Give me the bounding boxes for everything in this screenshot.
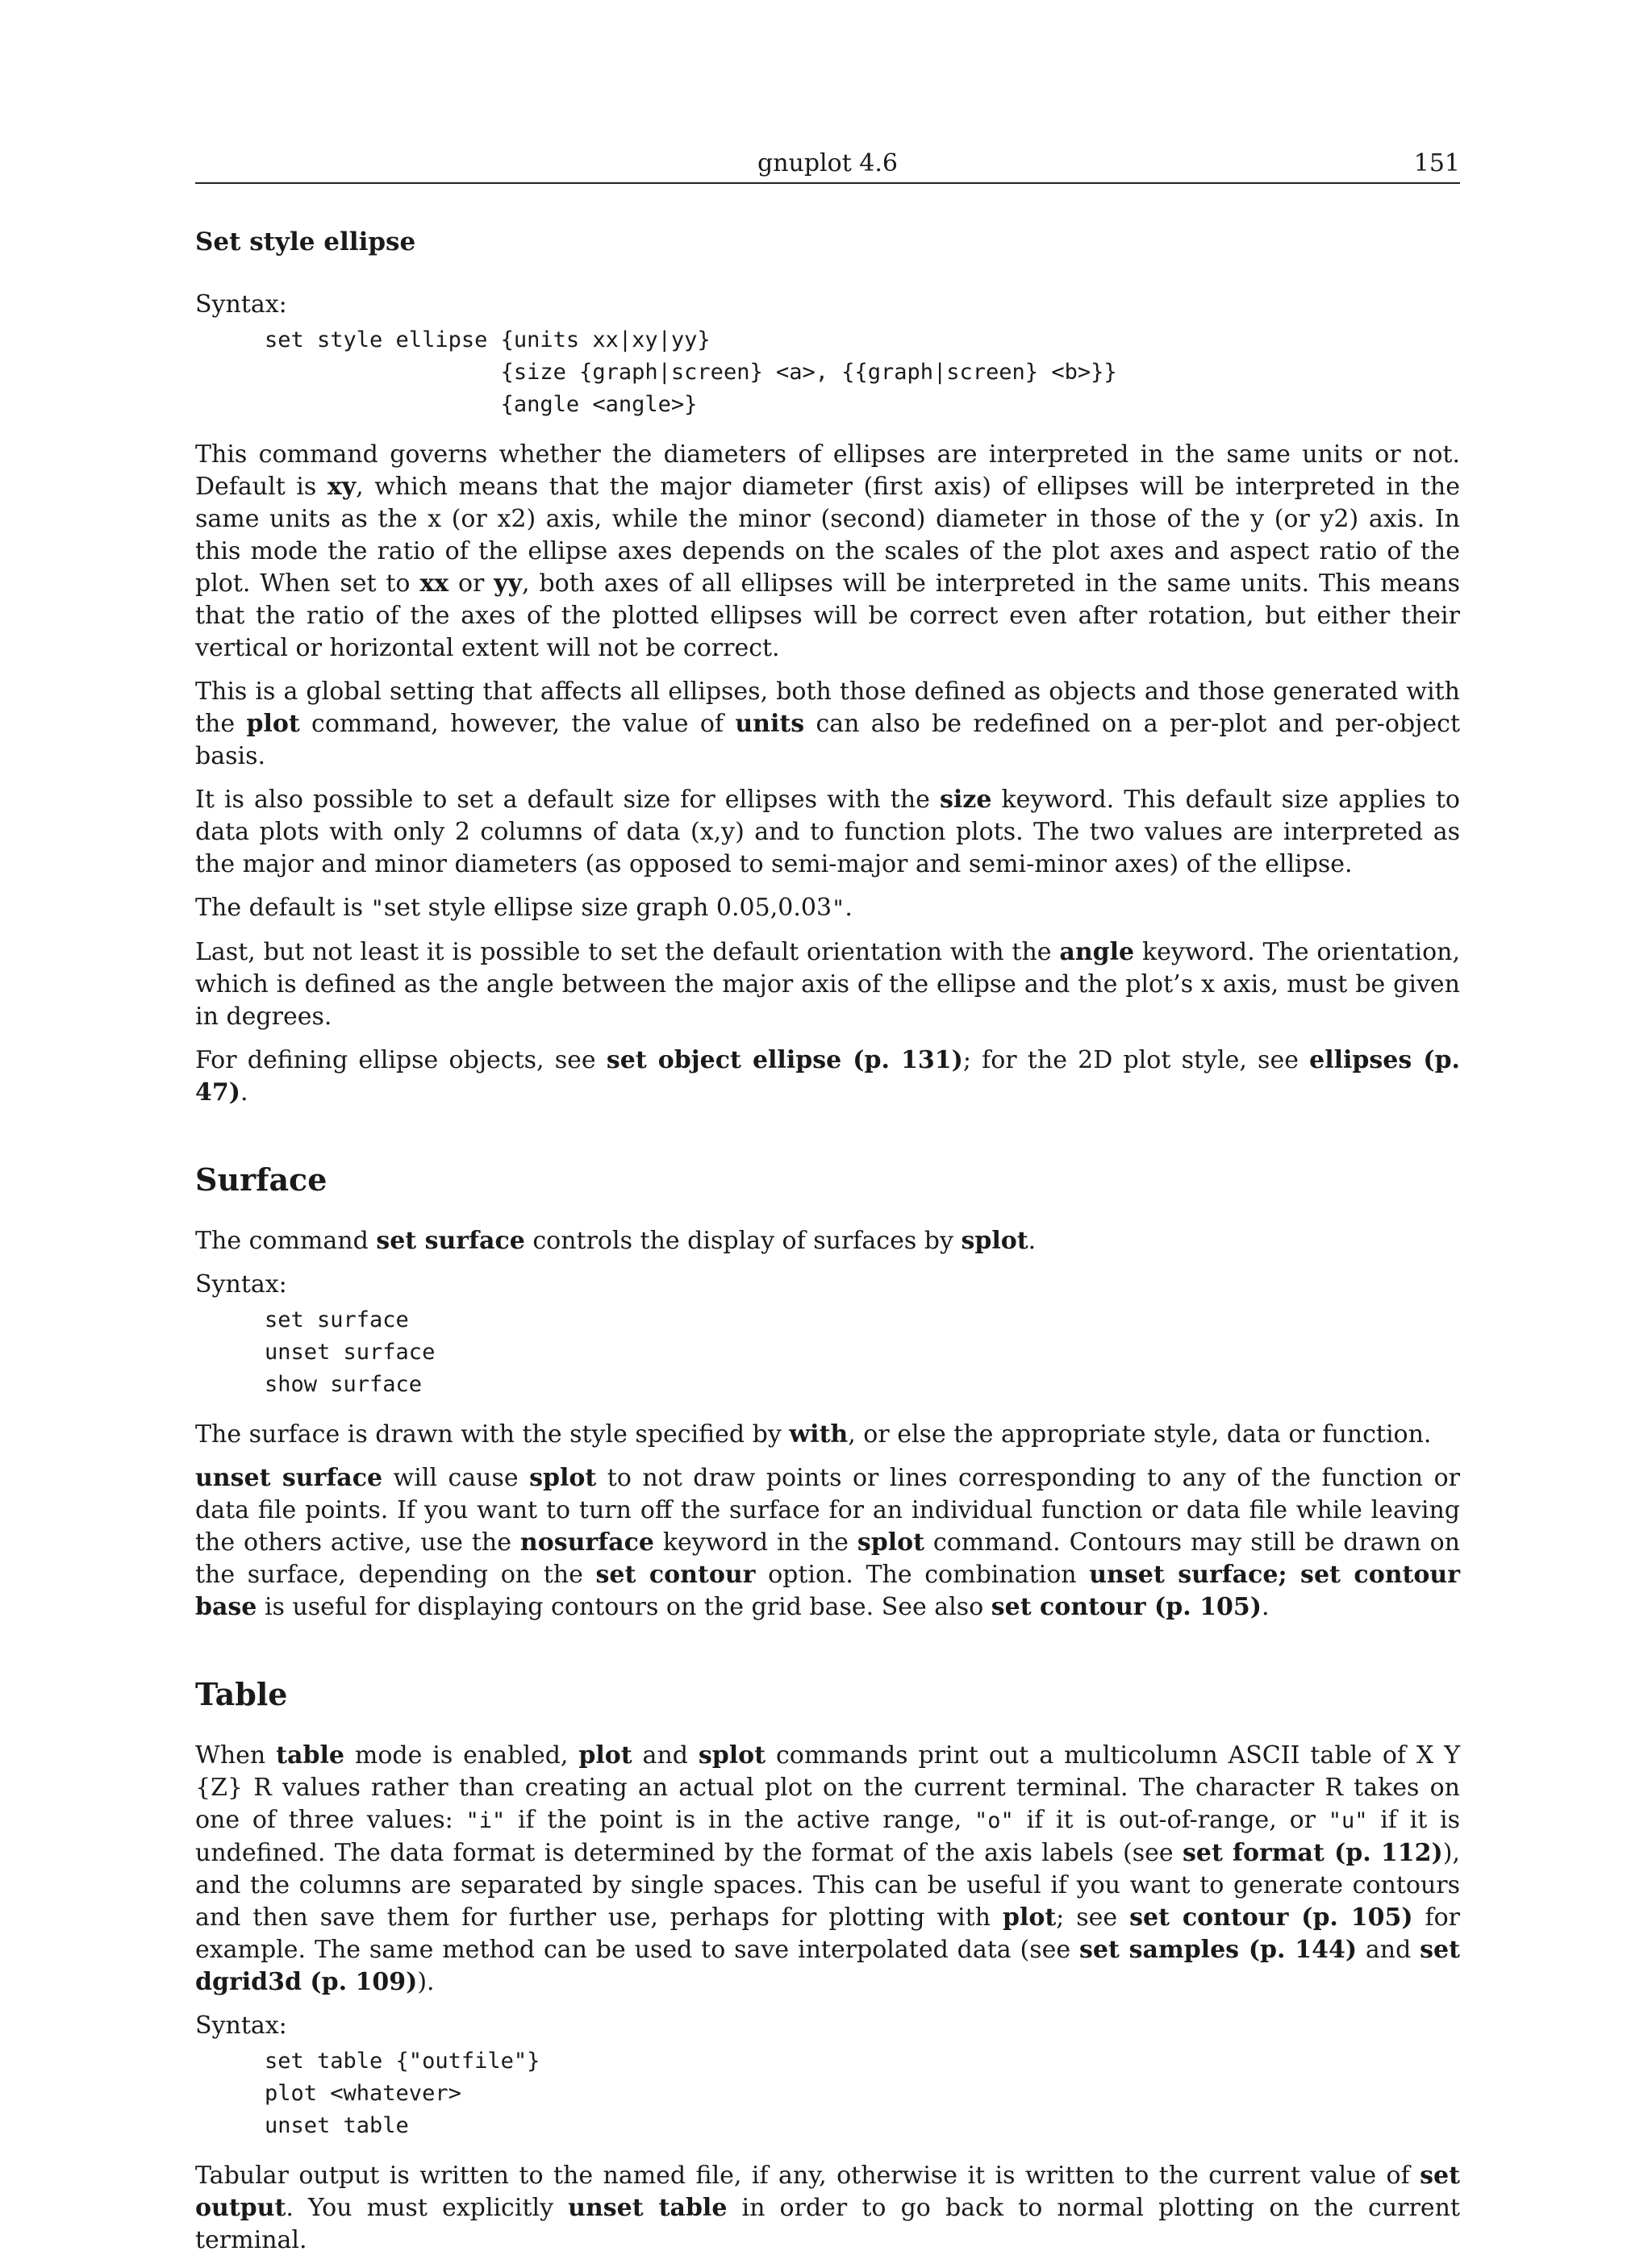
paragraph-ellipse-units: This command governs whether the diameters of ellipses are interpreted in the same units or not. Default is xy, which means that the major diameter (first axis) of ellipses will be interpreted in the same units as the x (or x2) axis, while the minor (second) diameter in those of the y (or y2) axis. In this mode the ratio of the ellipse axes depends on the scales of the plot axes and aspect ratio of the plot. When set to xx or yy, both axes of all ellipses will be interpreted in the same units. This means that the ratio of the axes of the plotted ellipses will be correct even after rotation, but either their vertical or horizontal extent will not be correct. xyxy=(195,440,1460,662)
keyword: plot xyxy=(578,1741,632,1770)
keyword: splot xyxy=(857,1528,924,1557)
keyword: splot xyxy=(529,1464,597,1492)
keyword: splot xyxy=(961,1227,1028,1255)
paragraph-table-output: Tabular output is written to the named file, if any, otherwise it is written to the current value of set output. You must explicitly unset table in order to go back to normal plotting on the current terminal. xyxy=(195,2162,1460,2254)
paragraph-surface-style: The surface is drawn with the style specified by with, or else the appropriate style, data or function. xyxy=(195,1420,1432,1449)
keyword: table xyxy=(276,1741,344,1770)
keyword: xx xyxy=(419,569,449,598)
cross-reference-link[interactable]: set samples (p. 144) xyxy=(1079,1936,1358,1964)
keyword: plot xyxy=(1002,1903,1057,1932)
code-block-table-syntax: set table {"outfile"} plot <whatever> unset table xyxy=(265,2049,540,2138)
paragraph-surface-intro: The command set surface controls the display of surfaces by splot. xyxy=(195,1227,1037,1255)
keyword: set contour xyxy=(595,1561,756,1589)
keyword: size xyxy=(940,786,992,814)
page-number: 151 xyxy=(1413,149,1460,177)
keyword: xy xyxy=(327,473,357,501)
keyword: yy xyxy=(494,569,523,598)
paragraph-ellipse-size: It is also possible to set a default size for ellipses with the size keyword. This default size applies to data plots with only 2 columns of data (x,y) and to function plots. The two values are interpreted as the major and minor diameters (as opposed to semi-major and semi-minor axes) of the ellipse. xyxy=(195,786,1460,878)
section-heading-table: Table xyxy=(195,1676,288,1712)
paragraph-surface-unset: unset surface will cause splot to not draw points or lines corresponding to any of the function or data file points. If you want to turn off the surface for an individual function or data file while leaving the others active, use the nosurface keyword in the splot command. Contours may still be drawn on the surface, depending on the set contour option. The combination unset surface; set contour base is useful for displaying contours on the grid base. See also set contour (p. 105). xyxy=(195,1464,1461,1621)
syntax-label: Syntax: xyxy=(195,2012,287,2040)
header-title: gnuplot 4.6 xyxy=(757,149,898,177)
cross-reference-link[interactable]: set contour (p. 105) xyxy=(991,1593,1262,1621)
keyword: units xyxy=(735,710,805,738)
keyword: nosurface xyxy=(519,1528,654,1557)
keyword: set surface xyxy=(376,1227,525,1255)
syntax-label: Syntax: xyxy=(195,290,287,319)
keyword: set output xyxy=(195,2162,1460,2222)
cross-reference-link[interactable]: set object ellipse (p. 131) xyxy=(606,1046,963,1074)
keyword: plot xyxy=(246,710,300,738)
running-header xyxy=(195,150,1460,184)
paragraph-ellipse-angle: Last, but not least it is possible to set the default orientation with the angle keyword. The orientation, which is defined as the angle between the major axis of the ellipse and the plot’s x axis, must be given in degrees. xyxy=(195,938,1460,1031)
subsection-heading-set-style-ellipse: Set style ellipse xyxy=(195,227,416,256)
paragraph-ellipse-default: The default is "set style ellipse size graph 0.05,0.03". xyxy=(195,894,853,922)
code-block-ellipse-syntax: set style ellipse {units xx|xy|yy} {size {graph|screen} <a>, {{graph|screen} <b>}} {angle <angle>} xyxy=(265,327,1117,417)
keyword: unset surface; set contour base xyxy=(195,1561,1461,1621)
keyword: unset surface xyxy=(195,1464,383,1492)
paragraph-ellipse-see-also: For defining ellipse objects, see set object ellipse (p. 131); for the 2D plot style, see ellipses (p. 47). xyxy=(195,1046,1460,1107)
keyword: with xyxy=(789,1420,849,1449)
cross-reference-link[interactable]: set format (p. 112) xyxy=(1182,1839,1443,1867)
keyword: splot xyxy=(698,1741,766,1770)
section-heading-surface: Surface xyxy=(195,1161,327,1198)
code-block-surface-syntax: set surface unset surface show surface xyxy=(265,1307,436,1397)
keyword: angle xyxy=(1059,938,1135,966)
cross-reference-link[interactable]: ellipses (p. 47) xyxy=(195,1046,1460,1107)
page-content xyxy=(195,226,1460,2268)
cross-reference-link[interactable]: set contour (p. 105) xyxy=(1129,1903,1413,1932)
cross-reference-link[interactable]: set dgrid3d (p. 109) xyxy=(195,1936,1461,1996)
syntax-label: Syntax: xyxy=(195,1270,287,1299)
keyword: unset table xyxy=(568,2194,728,2222)
paragraph-ellipse-global: This is a global setting that affects all ellipses, both those defined as objects and those generated with the plot command, however, the value of units can also be redefined on a per-plot and per-object basis. xyxy=(195,677,1460,770)
paragraph-table-intro: When table mode is enabled, plot and splot commands print out a multicolumn ASCII table of X Y {Z} R values rather than creating an actual plot on the current terminal. The character R takes on one of three values: "i" if the point is in the active range, "o" if it is out-of-range, or "u" if it is undefined. The data format is determined by the format of the axis labels (see set format (p. 112)), and the columns are separated by single spaces. This can be useful if you want to generate contours and then save them for further use, perhaps for plotting with plot; see set contour (p. 105) for example. The same method can be used to save interpolated data (see set samples (p. 144) and set dgrid3d (p. 109)). xyxy=(195,1741,1461,1996)
